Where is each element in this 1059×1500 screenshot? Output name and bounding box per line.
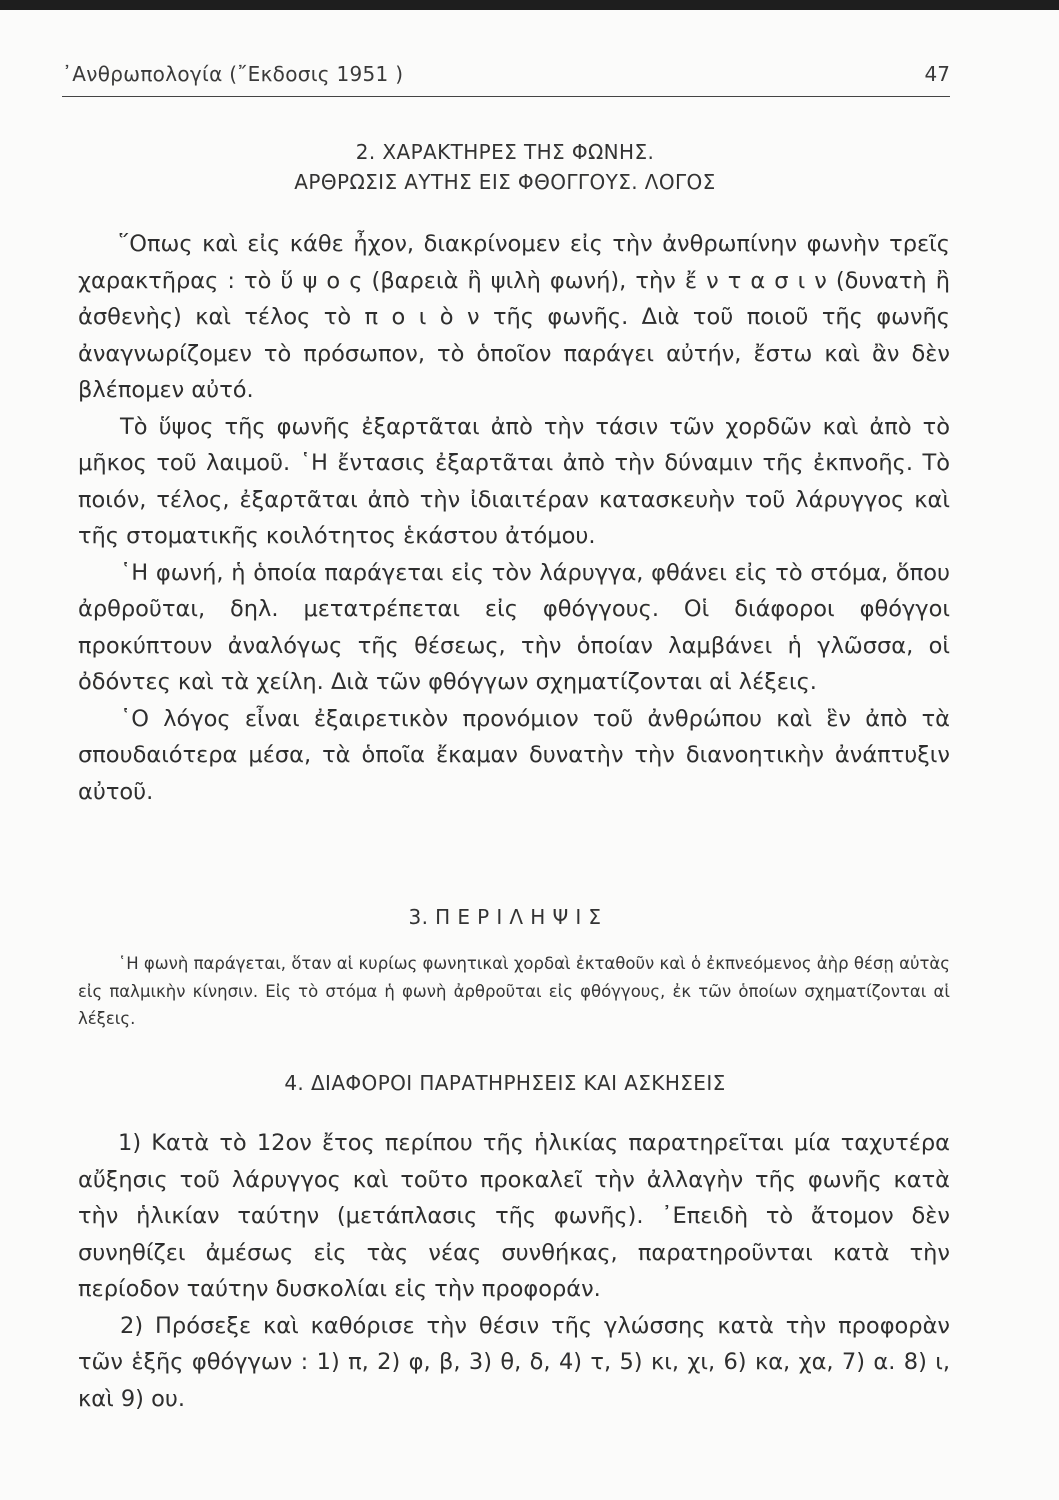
- section-4-body: [78, 1125, 950, 1417]
- header-rule: [62, 96, 950, 97]
- section-4-heading: 4. ΔΙΑΦΟΡΟΙ ΠΑΡΑΤΗΡΗΣΕΙΣ ΚΑΙ ΑΣΚΗΣΕΙΣ: [284, 1071, 726, 1095]
- section-2-heading-line-1: 2. ΧΑΡΑΚΤΗΡΕΣ ΤΗΣ ΦΩΝΗΣ.: [355, 140, 655, 164]
- summary-paragraph: ῾Η φωνὴ παράγεται, ὅταν αἱ κυρίως φωνητικαὶ χορδαὶ ἐκταθοῦν καὶ ὁ ἐκπνεόμενος ἀὴρ θέσῃ αὐτὰς εἰς παλμικὴν κίνησιν. Εἰς τὸ στόμα ἡ φωνὴ ἀρθροῦται εἰς φθόγγους, ἐκ τῶν ὁποίων σχηματίζονται αἱ λέξεις.: [78, 954, 950, 1028]
- paragraph-voice-characteristics: ῞Οπως καὶ εἰς κάθε ἦχον, διακρίνομεν εἰς τὴν ἀνθρωπίνην φωνὴν τρεῖς χαρακτῆρας : τὸ ὕ ψ ο ς (βαρειὰ ἢ ψιλὴ φωνή), τὴν ἔ ν τ α σ ι ν (δυνατὴ ἢ ἀσθενὴς) καὶ τέλος τὸ π ο ι ὸ ν τῆς φωνῆς. Διὰ τοῦ ποιοῦ τῆς φωνῆς ἀναγνωρίζομεν τὸ πρόσωπον, τὸ ὁποῖον παράγει αὐτήν, ἔστω καὶ ἂν δὲν βλέπομεν αὐτό.: [78, 231, 950, 403]
- running-head: [62, 62, 950, 94]
- section-2-heading-line-2: ΑΡΘΡΩΣΙΣ ΑΥΤΗΣ ΕΙΣ ΦΘΟΓΓΟΥΣ. ΛΟΓΟΣ: [294, 170, 716, 194]
- paragraph-speech: ῾Ο λόγος εἶναι ἐξαιρετικὸν προνόμιον τοῦ ἀνθρώπου καὶ ἓν ἀπὸ τὰ σπουδαιότερα μέσα, τὰ ὁποῖα ἔκαμαν δυνατὴν τὴν διανοητικὴν ἀνάπτυξιν αὐτοῦ.: [78, 705, 950, 805]
- paragraph-articulation: ῾Η φωνή, ἡ ὁποία παράγεται εἰς τὸν λάρυγγα, φθάνει εἰς τὸ στόμα, ὅπου ἀρθροῦται, δηλ. μετατρέπεται εἰς φθόγγους. Οἱ διάφοροι φθόγγοι προκύπτουν ἀναλόγως τῆς θέσεως, τὴν ὁποίαν λαμβάνει ἡ γλῶσσα, οἱ ὀδόντες καὶ τὰ χείλη. Διὰ τῶν φθόγγων σχηματίζονται αἱ λέξεις.: [78, 559, 950, 695]
- section-2-body: [78, 226, 950, 810]
- section-3-heading: 3. Π Ε Ρ Ι Λ Η Ψ Ι Σ: [408, 905, 602, 929]
- paragraph-pitch-intensity: Τὸ ὕψος τῆς φωνῆς ἐξαρτᾶται ἀπὸ τὴν τάσιν τῶν χορδῶν καὶ ἀπὸ τὸ μῆκος τοῦ λαιμοῦ. ῾Η ἔντασις ἐξαρτᾶται ἀπὸ τὴν δύναμιν τῆς ἐκπνοῆς. Τὸ ποιόν, τέλος, ἐξαρτᾶται ἀπὸ τὴν ἰδιαιτέραν κατασκευὴν τοῦ λάρυγγος καὶ τῆς στοματικῆς κοιλότητος ἑκάστου ἀτόμου.: [78, 413, 950, 549]
- page-number: 47: [924, 62, 950, 86]
- exercise-item-1: 1) Κατὰ τὸ 12ον ἔτος περίπου τῆς ἡλικίας παρατηρεῖται μία ταχυτέρα αὔξησις τοῦ λάρυγγος καὶ τοῦτο προκαλεῖ τὴν ἀλλαγὴν τῆς φωνῆς κατὰ τὴν ἡλικίαν ταύτην (μετάπλασις τῆς φωνῆς). ᾿Επειδὴ τὸ ἄτομον δὲν συνηθίζει ἀμέσως εἰς τὰς νέας συνθήκας, παρατηροῦνται κατὰ τὴν περίοδον ταύτην δυσκολίαι εἰς τὴν προφοράν.: [78, 1130, 950, 1302]
- running-title: ᾿Ανθρωπολογία (῎Εκδοσις 1951 ): [62, 62, 404, 86]
- section-2-heading: [60, 137, 950, 197]
- exercise-item-2: 2) Πρόσεξε καὶ καθόρισε τὴν θέσιν τῆς γλώσσης κατὰ τὴν προφορὰν τῶν ἑξῆς φθόγγων : 1) π, 2) φ, β, 3) θ, δ, 4) τ, 5) κι, χι, 6) κα, χα, 7) α. 8) ι, καὶ 9) ου.: [78, 1312, 950, 1412]
- scan-top-edge: [0, 0, 1059, 10]
